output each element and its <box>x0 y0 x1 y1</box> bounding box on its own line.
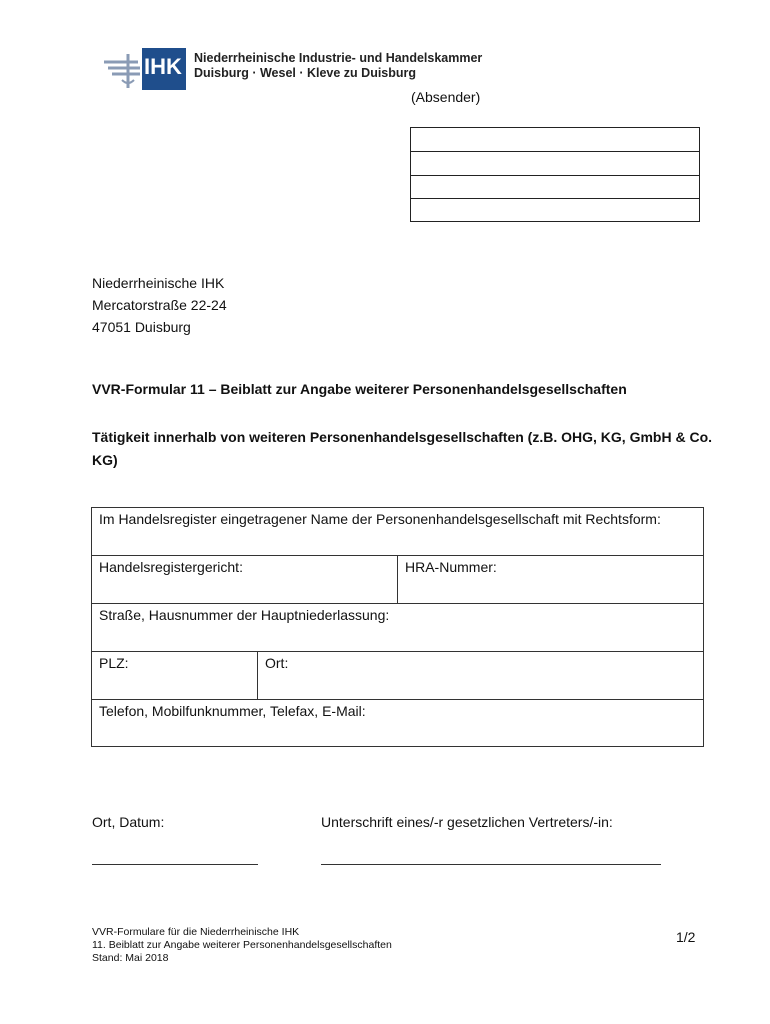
contact-field[interactable] <box>92 700 703 746</box>
sender-line-1[interactable] <box>411 128 699 152</box>
ihk-logo-mark <box>98 48 186 90</box>
company-name-label: Im Handelsregister eingetragener Name der Personenhandelsgesellschaft mit Rechtsform: <box>99 511 661 527</box>
form-subtitle: Tätigkeit innerhalb von weiteren Personenhandelsgesellschaften (z.B. OHG, KG, GmbH & Co. KG) <box>92 429 713 468</box>
plz-field[interactable] <box>92 652 257 699</box>
plz-label: PLZ: <box>99 655 129 671</box>
hra-number-label: HRA-Nummer: <box>405 559 497 575</box>
city-label: Ort: <box>265 655 289 671</box>
ihk-abbr: IHK <box>144 54 182 79</box>
form-title: VVR-Formular 11 – Beiblatt zur Angabe weiterer Personenhandelsgesellschaften <box>92 381 627 397</box>
hra-number-field[interactable] <box>397 556 703 603</box>
register-court-field[interactable] <box>92 556 397 603</box>
sender-line-3[interactable] <box>411 176 699 200</box>
table-row <box>92 604 703 652</box>
city-field[interactable] <box>257 652 703 699</box>
recipient-street: Mercatorstraße 22-24 <box>92 297 227 313</box>
signature-line[interactable] <box>321 864 661 865</box>
sender-address-box <box>410 127 700 222</box>
table-row <box>92 652 703 700</box>
place-date-line[interactable] <box>92 864 258 865</box>
signature-label: Unterschrift eines/-r gesetzlichen Vertreters/-in: <box>321 814 613 830</box>
street-label: Straße, Hausnummer der Hauptniederlassung: <box>99 607 390 623</box>
contact-label: Telefon, Mobilfunknummer, Telefax, E-Mail: <box>99 703 366 719</box>
company-name-field[interactable] <box>92 508 703 555</box>
place-date-label: Ort, Datum: <box>92 814 165 830</box>
sender-line-2[interactable] <box>411 152 699 176</box>
recipient-name: Niederrheinische IHK <box>92 275 225 291</box>
recipient-address <box>92 272 227 338</box>
org-name-line2: Duisburg · Wesel · Kleve zu Duisburg <box>194 66 417 80</box>
recipient-city: 47051 Duisburg <box>92 319 191 335</box>
sender-label: (Absender) <box>411 89 481 105</box>
table-row <box>92 556 703 604</box>
caduceus-icon <box>98 48 144 90</box>
table-row <box>92 508 703 556</box>
footer <box>92 926 392 965</box>
footer-line1: VVR-Formulare für die Niederrheinische IHK <box>92 926 300 938</box>
org-name-line1: Niederrheinische Industrie- und Handelskammer <box>194 51 483 65</box>
footer-line3: Stand: Mai 2018 <box>92 952 169 964</box>
company-details-table <box>91 507 704 747</box>
register-court-label: Handelsregistergericht: <box>99 559 243 575</box>
page-number: 1/2 <box>676 929 696 945</box>
table-row <box>92 700 703 746</box>
footer-line2: 11. Beiblatt zur Angabe weiterer Personenhandelsgesellschaften <box>92 939 392 951</box>
sender-line-4[interactable] <box>411 199 699 223</box>
ihk-logo <box>98 48 483 90</box>
street-field[interactable] <box>92 604 703 651</box>
